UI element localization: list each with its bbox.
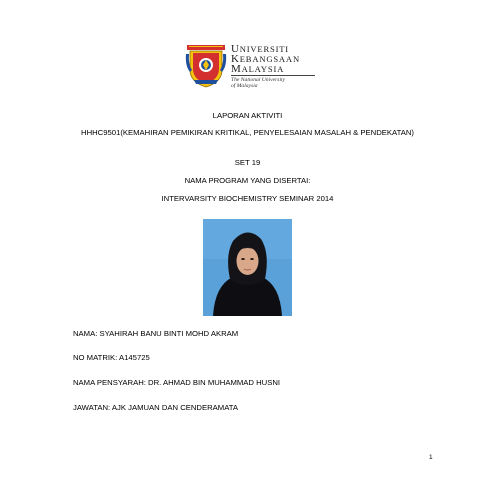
student-name: NAMA: SYAHIRAH BANU BINTI MOHD AKRAM bbox=[73, 329, 239, 338]
student-photo bbox=[203, 219, 292, 316]
page-number: 1 bbox=[429, 454, 433, 461]
logo-initial-m: M bbox=[231, 63, 242, 75]
matric-number: NO MATRIK: A145725 bbox=[73, 353, 150, 362]
university-crest-icon bbox=[185, 42, 227, 88]
logo-line-2: EBANGSAAN bbox=[239, 54, 300, 64]
logo-initial-k: K bbox=[231, 53, 240, 65]
university-name bbox=[231, 44, 321, 89]
logo-divider bbox=[231, 75, 315, 76]
course-title: HHHC9501(KEMAHIRAN PEMIKIRAN KRITIKAL, PENYELESAIAN MASALAH & PENDEKATAN) bbox=[81, 128, 414, 137]
university-logo bbox=[185, 42, 320, 88]
lecturer-name: NAMA PENSYARAH: DR. AHMAD BIN MUHAMMAD HUSNI bbox=[73, 378, 281, 387]
program-label: NAMA PROGRAM YANG DISERTAI: bbox=[184, 176, 311, 185]
logo-line-3: ALAYSIA bbox=[241, 64, 285, 74]
report-heading: LAPORAN AKTIVITI bbox=[212, 111, 283, 120]
logo-tagline-2: of Malaysia bbox=[231, 83, 258, 89]
set-number: SET 19 bbox=[234, 158, 261, 167]
committee-position: JAWATAN: AJK JAMUAN DAN CENDERAMATA bbox=[73, 403, 239, 412]
program-name: INTERVARSITY BIOCHEMISTRY SEMINAR 2014 bbox=[161, 194, 334, 203]
logo-initial-u: U bbox=[231, 43, 240, 55]
logo-tagline-1: The National University bbox=[231, 77, 286, 83]
logo-line-1: NIVERSITI bbox=[239, 44, 289, 54]
